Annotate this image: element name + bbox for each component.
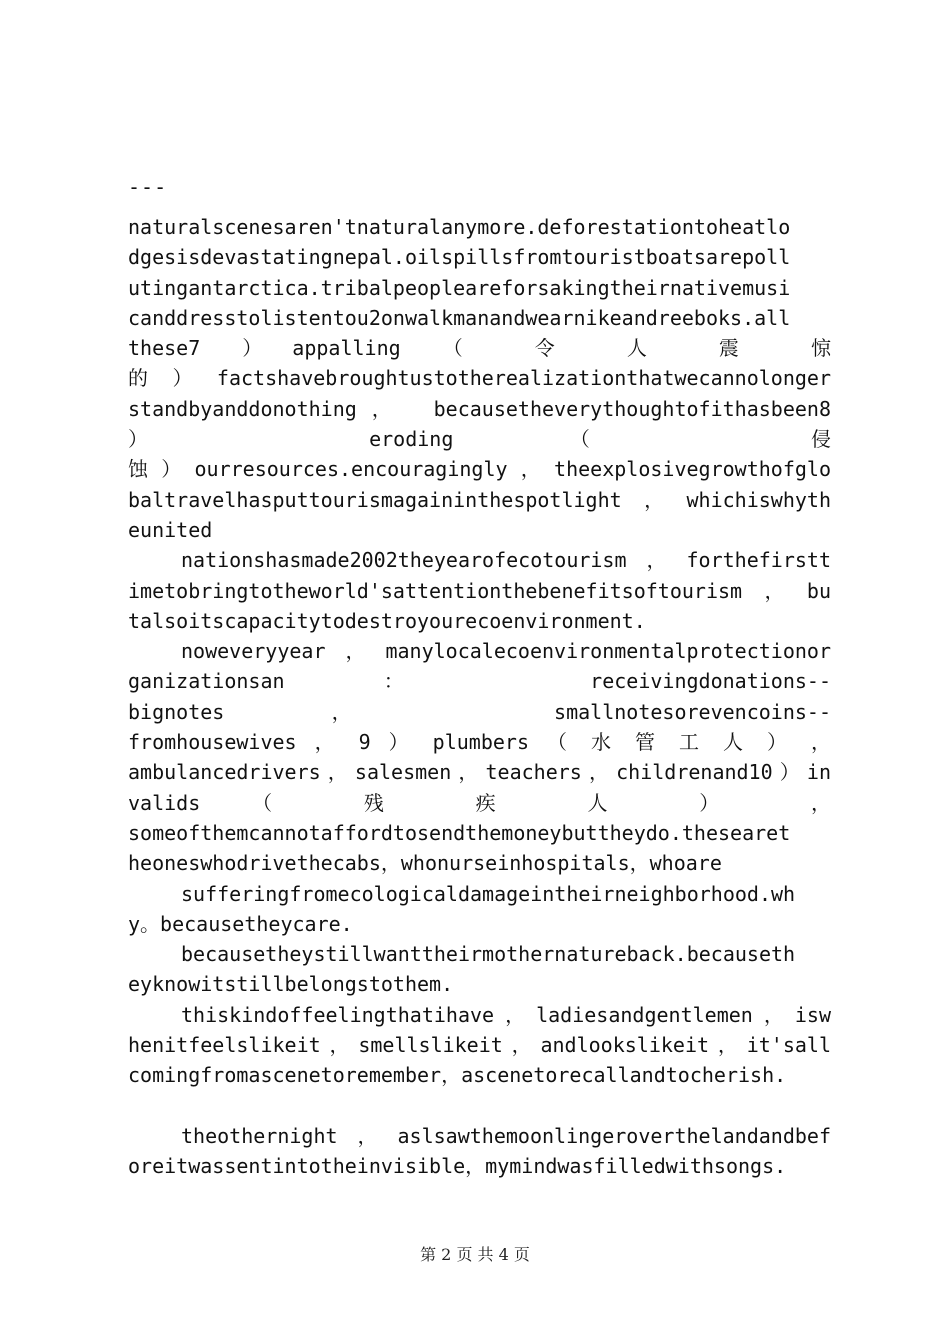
text-line: these7 ）appalling （ 令 人 震 惊 (128, 336, 831, 361)
text-line: naturalscenesaren'tnaturalanymore.deforestationtoheatlo (128, 215, 791, 239)
text-line: baltravelhasputtourismagaininthespotlight，whichiswhyth (128, 487, 831, 512)
page-footer: 第 2 页 共 4 页 (420, 1245, 530, 1264)
text-line: someofthemcannotaffordtosendthemoneybuttheydo.thesearet (128, 820, 791, 845)
text-line: 的）factshavebroughtustotherealizationthatwecannolonger (128, 366, 831, 391)
text-line: 蚀）ourresources.encouragingly，theexplosivegrowthofglo (128, 457, 831, 482)
text-line: canddresstolistentou2onwalkmanandwearnikeandreeboks.all (128, 305, 791, 330)
text-line: eyknowitstillbelongstothem. (128, 972, 454, 997)
text-line: heoneswhodrivethecabs，whonurseinhospitals，whoare (128, 851, 722, 876)
text-line: theothernight，aslsawthemoonlingeroverthelandandbef (181, 1123, 831, 1148)
text-line: standbyanddonothing， becausetheverythoughtofithasbeen8 (128, 396, 831, 421)
text-line: imetobringtotheworld'sattentionthebenefitsoftourism，bu (128, 578, 831, 603)
text-line: sufferingfromecologicaldamageintheirneighborhood.wh (181, 881, 796, 906)
text-line: henitfeelslikeit，smellslikeit，andlookslikeit，it'sall (128, 1033, 831, 1058)
text-line: valids （ 残 疾 人 ） ， (128, 790, 831, 815)
text-line: becausetheystillwanttheirmothernatureback.becauseth (181, 942, 796, 967)
text-line: eunited (128, 517, 213, 542)
document-body (128, 212, 831, 1182)
text-line: y。becausetheycare. (128, 911, 353, 936)
text-line: talsoitscapacitytodestroyourecoenvironment. (128, 608, 646, 633)
text-line: ） eroding （ 侵 (128, 427, 831, 452)
text-line: nationshasmade2002theyearofecotourism，forthefirstt (181, 548, 831, 573)
text-line: bignotes ， smallnotesorevencoins-- (128, 699, 831, 724)
text-line: oreitwassentintotheinvisible，mymindwasfilledwithsongs. (128, 1154, 787, 1179)
text-line: thiskindoffeelingthatihave，ladiesandgentlemen，isw (181, 1002, 831, 1027)
text-line: dgesisdevastatingnepal.oilspillsfromtouristboatsarepoll (128, 245, 791, 270)
text-line: comingfromascenetoremember，ascenetorecallandtocherish. (128, 1063, 787, 1088)
text-line: noweveryyear，manylocalecoenvironmentalprotectionor (181, 639, 831, 664)
text-line: ganizationsan ： receivingdonations-- (128, 669, 831, 694)
text-line (128, 1091, 831, 1121)
text-line: ambulancedrivers，salesmen，teachers，childrenand10）in (128, 760, 831, 785)
separator-dashes: --- (128, 175, 168, 199)
text-line: utingantarctica.tribalpeopleareforsakingtheirnativemusi (128, 275, 791, 300)
text-line: fromhousewives ， 9 ） plumbers （ 水 管 工 人 ） ， (128, 730, 831, 755)
